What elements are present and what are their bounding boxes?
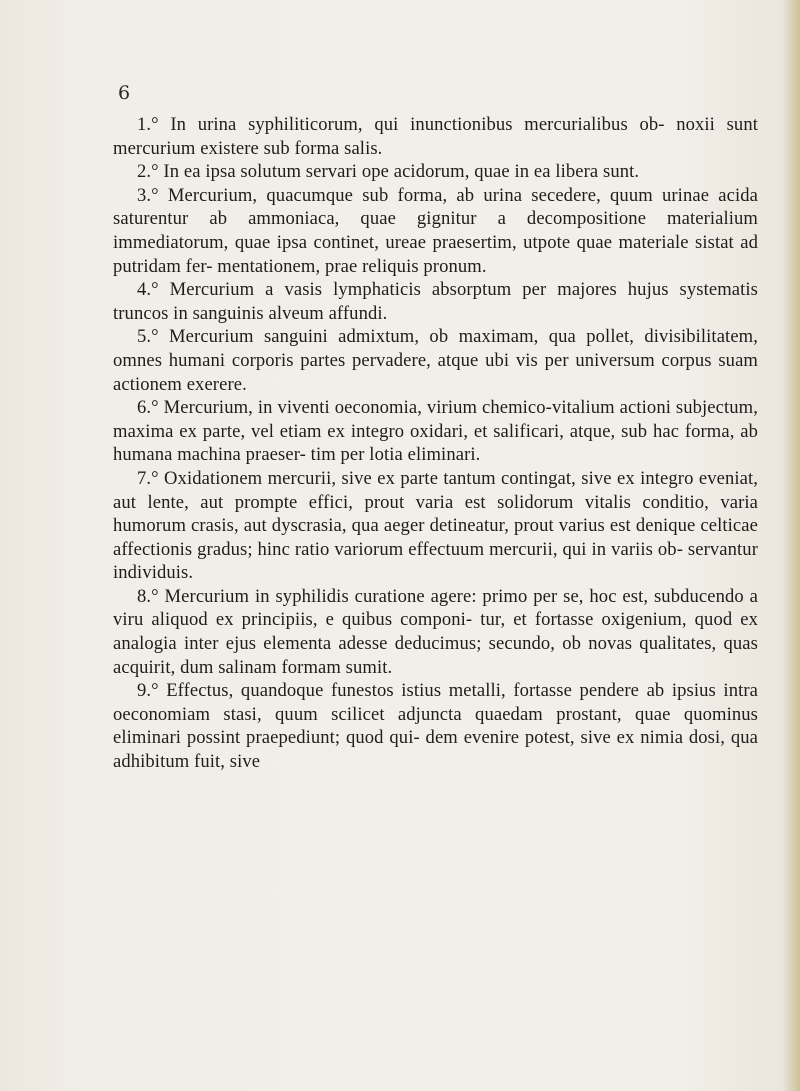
page-edge-shadow	[782, 0, 800, 1091]
paragraph-6: 6.° Mercurium, in viventi oeconomia, virium chemico-vitalium actioni subjectum, maxima ex parte, vel etiam ex integro oxidari, et salificari, atque, sub hac forma, ab humana machina praeser- tim per lotia eliminari.	[113, 397, 758, 466]
paragraph-3: 3.° Mercurium, quacumque sub forma, ab urina secedere, quum urinae acida saturentur ab ammoniaca, quae gignitur a decompositione materialium immediatorum, quae ipsa continet, ureae praesertim, utpote quae materiale sistat ad putridam fer- mentationem, prae reliquis pronum.	[113, 184, 758, 277]
paragraph-1: 1.° In urina syphiliticorum, qui inunctionibus mercurialibus ob- noxii sunt mercurium existere sub forma salis.	[113, 114, 758, 159]
paragraph-7: 7.° Oxidationem mercurii, sive ex parte tantum contingat, sive ex integro eveniat, aut lente, aut prompte effici, prout varia est solidorum vitalis conditio, varia humorum crasis, aut dyscrasia, qua aeger detineatur, prout varius est denique celticae affectionis gradus; hinc ratio variorum effectuum mercurii, qui in variis ob- servantur individuis.	[113, 467, 758, 584]
paragraph-2: 2.° In ea ipsa solutum servari ope acidorum, quae in ea libera sunt.	[137, 161, 640, 183]
paragraph-8: 8.° Mercurium in syphilidis curatione agere: primo per se, hoc est, subducendo a viru aliquod ex principiis, e quibus componi- tur, et fortasse oxigenium, quod ex analogia inter ejus elementa adesse deducimus; secundo, ob novas qualitates, quas acquirit, dum salinam formam sumit.	[113, 585, 758, 678]
page-number: 6	[118, 82, 131, 104]
paragraph-9: 9.° Effectus, quandoque funestos istius metalli, fortasse pendere ab ipsius intra oeconomiam stasi, quum scilicet adjuncta quaedam prostant, quae quominus eliminari possint praepediunt; quod qui- dem evenire potest, sive ex nimia dosi, qua adhibitum fuit, sive	[113, 680, 758, 773]
paragraph-4: 4.° Mercurium a vasis lymphaticis absorptum per majores hujus systematis truncos in sanguinis alveum affundi.	[113, 279, 758, 324]
paragraph-5: 5.° Mercurium sanguini admixtum, ob maximam, qua pollet, divisibilitatem, omnes humani corporis partes pervadere, atque ubi vis per universum corpus suam actionem exerere.	[113, 326, 758, 395]
document-body	[113, 113, 758, 774]
